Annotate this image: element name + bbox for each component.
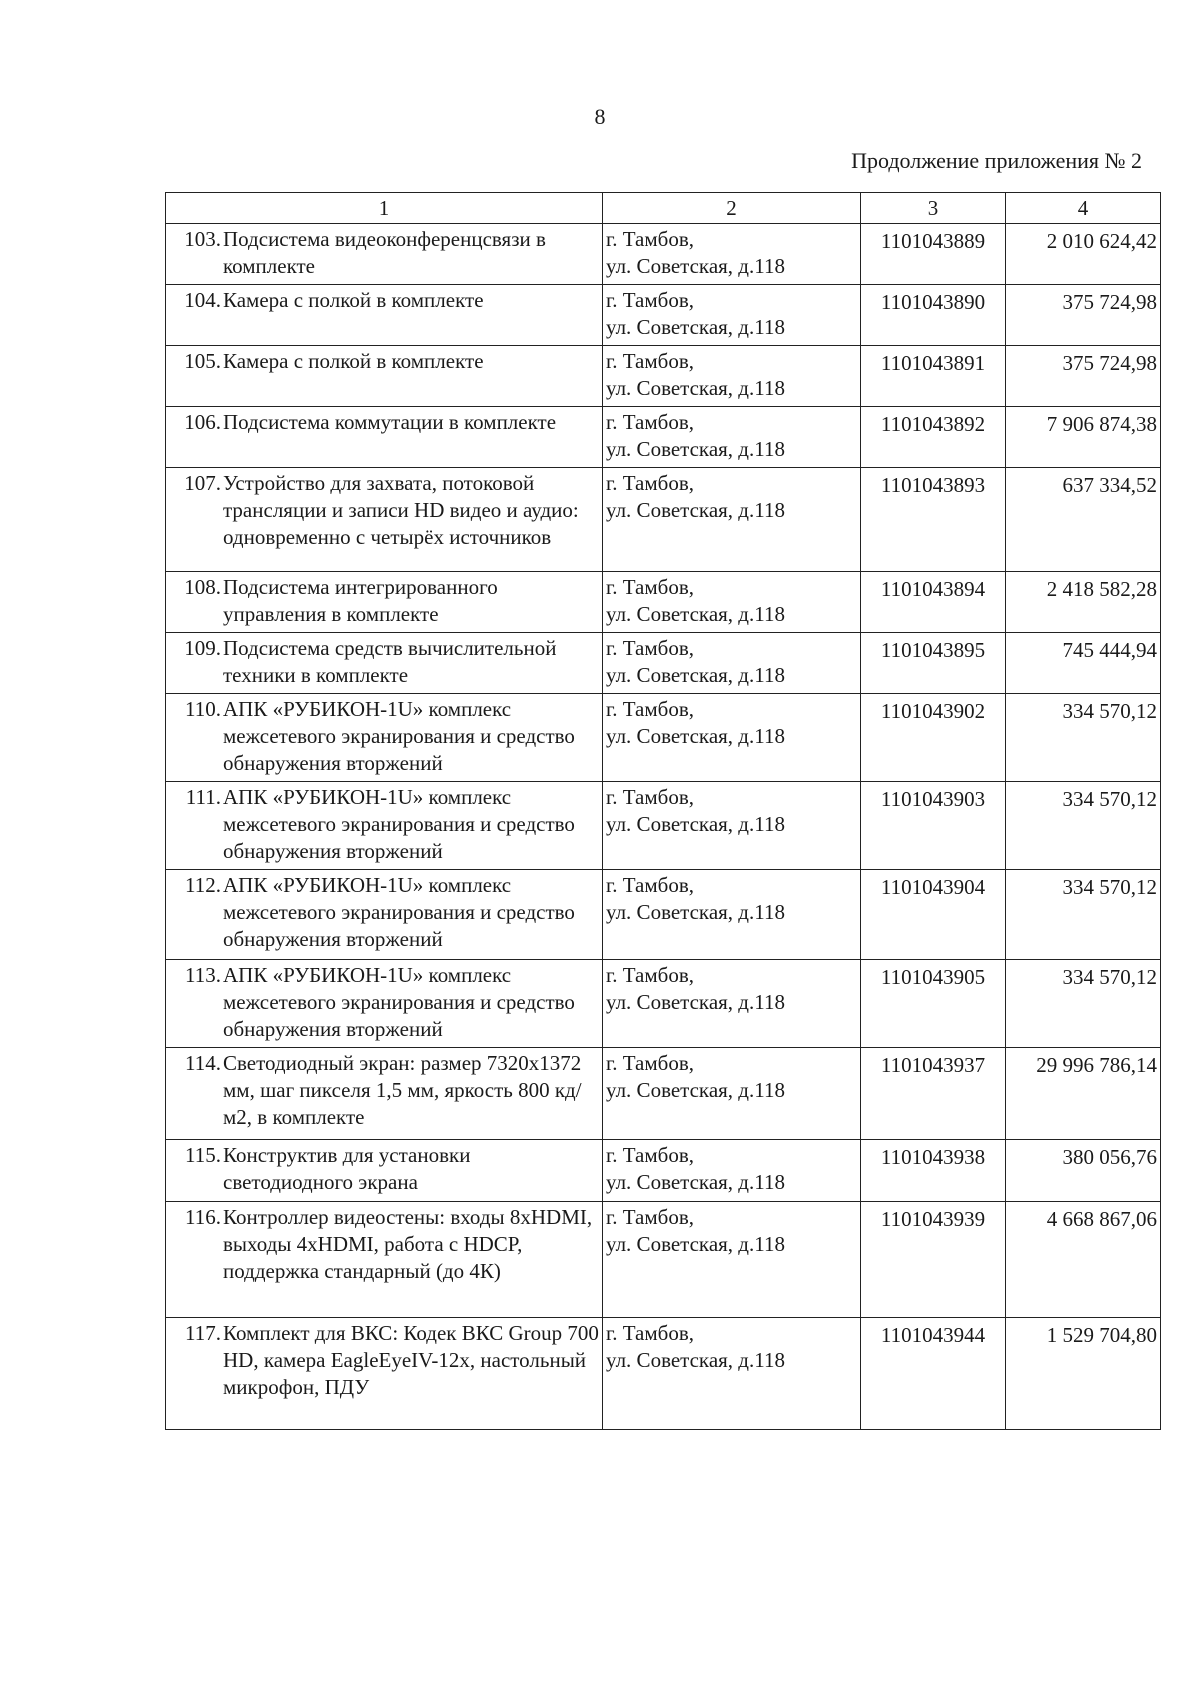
table-row (166, 285, 1161, 346)
address-street: ул. Советская, д.118 (606, 1348, 785, 1372)
table-header-row (166, 193, 1161, 224)
column-header-1: 1 (166, 193, 603, 224)
inventory-number-cell: 1101043904 (861, 870, 1006, 960)
item-number: 116. (185, 1205, 221, 1229)
table-row (166, 1318, 1161, 1430)
item-name: АПК «РУБИКОН-1U» комплекс межсетевого экранирования и средство обнаружения вторжений (223, 963, 575, 1041)
item-number: 110. (185, 697, 221, 721)
item-number: 115. (185, 1143, 221, 1167)
inventory-number-cell: 1101043939 (861, 1202, 1006, 1318)
address-street: ул. Советская, д.118 (606, 990, 785, 1014)
item-number: 112. (185, 873, 221, 897)
cost-cell: 4 668 867,06 (1006, 1202, 1161, 1318)
item-number: 108. (184, 575, 221, 599)
address-street: ул. Советская, д.118 (606, 437, 785, 461)
address-cell (603, 1202, 861, 1318)
table-row (166, 1048, 1161, 1140)
address-city: г. Тамбов, (606, 1205, 695, 1229)
item-name: Подсистема интегрированного управления в комплекте (223, 575, 498, 626)
cost-cell: 2 418 582,28 (1006, 572, 1161, 633)
address-cell (603, 346, 861, 407)
address-city: г. Тамбов, (606, 963, 695, 987)
inventory-number-cell: 1101043905 (861, 960, 1006, 1048)
inventory-number-cell: 1101043944 (861, 1318, 1006, 1430)
item-name: Подсистема средств вычислительной техники в комплекте (223, 636, 557, 687)
item-name-cell (166, 694, 603, 782)
table-row (166, 870, 1161, 960)
table-row (166, 224, 1161, 285)
inventory-number-cell: 1101043938 (861, 1140, 1006, 1202)
cost-cell: 7 906 874,38 (1006, 407, 1161, 468)
inventory-number-cell: 1101043894 (861, 572, 1006, 633)
address-cell (603, 468, 861, 572)
item-number: 114. (185, 1051, 221, 1075)
cost-cell: 375 724,98 (1006, 285, 1161, 346)
address-street: ул. Советская, д.118 (606, 1170, 785, 1194)
cost-cell: 334 570,12 (1006, 870, 1161, 960)
address-city: г. Тамбов, (606, 288, 695, 312)
cost-cell: 1 529 704,80 (1006, 1318, 1161, 1430)
address-city: г. Тамбов, (606, 1143, 695, 1167)
item-name: Комплект для ВКС: Кодек ВКС Group 700 HD, камера EagleEyeIV-12x, настольный микрофон, ПДУ (223, 1321, 599, 1399)
inventory-number-cell: 1101043902 (861, 694, 1006, 782)
item-number: 103. (184, 227, 221, 251)
table-row (166, 407, 1161, 468)
item-number: 109. (184, 636, 221, 660)
item-name-cell (166, 407, 603, 468)
address-cell (603, 285, 861, 346)
address-city: г. Тамбов, (606, 410, 695, 434)
address-city: г. Тамбов, (606, 349, 695, 373)
table-body (166, 224, 1161, 1430)
item-name-cell (166, 1202, 603, 1318)
address-street: ул. Советская, д.118 (606, 376, 785, 400)
item-name: Конструктив для установки светодиодного экрана (223, 1143, 471, 1194)
address-street: ул. Советская, д.118 (606, 663, 785, 687)
address-cell (603, 1048, 861, 1140)
address-city: г. Тамбов, (606, 1051, 695, 1075)
address-city: г. Тамбов, (606, 1321, 695, 1345)
table-row (166, 572, 1161, 633)
inventory-number-cell: 1101043895 (861, 633, 1006, 694)
table-row (166, 694, 1161, 782)
page-number: 8 (594, 104, 606, 129)
cost-cell: 375 724,98 (1006, 346, 1161, 407)
column-header-4: 4 (1006, 193, 1161, 224)
cost-cell: 380 056,76 (1006, 1140, 1161, 1202)
address-cell (603, 960, 861, 1048)
item-number: 113. (185, 963, 221, 987)
item-name-cell (166, 960, 603, 1048)
address-city: г. Тамбов, (606, 636, 695, 660)
address-street: ул. Советская, д.118 (606, 1078, 785, 1102)
inventory-number-cell: 1101043937 (861, 1048, 1006, 1140)
address-city: г. Тамбов, (606, 227, 695, 251)
address-cell (603, 633, 861, 694)
inventory-number-cell: 1101043893 (861, 468, 1006, 572)
address-city: г. Тамбов, (606, 471, 695, 495)
item-name: АПК «РУБИКОН-1U» комплекс межсетевого экранирования и средство обнаружения вторжений (223, 697, 575, 775)
column-header-3: 3 (861, 193, 1006, 224)
item-name: Устройство для захвата, потоковой трансляции и записи HD видео и аудио: одновременно с четырёх источников (223, 471, 579, 549)
cost-cell: 334 570,12 (1006, 694, 1161, 782)
item-name-cell (166, 633, 603, 694)
item-name: Камера с полкой в комплекте (223, 349, 484, 373)
address-cell (603, 694, 861, 782)
table-row (166, 468, 1161, 572)
table-row (166, 782, 1161, 870)
inventory-number-cell: 1101043891 (861, 346, 1006, 407)
address-street: ул. Советская, д.118 (606, 900, 785, 924)
cost-cell: 745 444,94 (1006, 633, 1161, 694)
address-cell (603, 572, 861, 633)
address-city: г. Тамбов, (606, 873, 695, 897)
address-street: ул. Советская, д.118 (606, 812, 785, 836)
item-name-cell (166, 346, 603, 407)
item-name: Подсистема видеоконференцсвязи в комплекте (223, 227, 546, 278)
inventory-number-cell: 1101043890 (861, 285, 1006, 346)
address-city: г. Тамбов, (606, 575, 695, 599)
address-street: ул. Советская, д.118 (606, 602, 785, 626)
address-cell (603, 782, 861, 870)
address-cell (603, 870, 861, 960)
item-name: Светодиодный экран: размер 7320х1372 мм, шаг пикселя 1,5 мм, яркость 800 кд/м2, в комплекте (223, 1051, 582, 1129)
address-cell (603, 1318, 861, 1430)
item-number: 104. (184, 288, 221, 312)
item-name-cell (166, 224, 603, 285)
item-name: АПК «РУБИКОН-1U» комплекс межсетевого экранирования и средство обнаружения вторжений (223, 785, 575, 863)
item-name-cell (166, 285, 603, 346)
property-registry-table (165, 192, 1161, 1430)
address-street: ул. Советская, д.118 (606, 315, 785, 339)
item-name-cell (166, 1048, 603, 1140)
item-name-cell (166, 782, 603, 870)
cost-cell: 334 570,12 (1006, 960, 1161, 1048)
item-name-cell (166, 870, 603, 960)
table-row (166, 633, 1161, 694)
inventory-number-cell: 1101043892 (861, 407, 1006, 468)
appendix-continuation-label: Продолжение приложения № 2 (851, 148, 1142, 173)
item-number: 117. (185, 1321, 221, 1345)
table-row (166, 1202, 1161, 1318)
table-row (166, 346, 1161, 407)
item-number: 111. (185, 785, 221, 809)
table-row (166, 960, 1161, 1048)
table-row (166, 1140, 1161, 1202)
item-name: АПК «РУБИКОН-1U» комплекс межсетевого экранирования и средство обнаружения вторжений (223, 873, 575, 951)
item-name-cell (166, 1140, 603, 1202)
address-street: ул. Советская, д.118 (606, 498, 785, 522)
address-city: г. Тамбов, (606, 697, 695, 721)
item-number: 105. (184, 349, 221, 373)
item-name-cell (166, 468, 603, 572)
item-number: 107. (184, 471, 221, 495)
cost-cell: 2 010 624,42 (1006, 224, 1161, 285)
inventory-number-cell: 1101043889 (861, 224, 1006, 285)
item-name-cell (166, 1318, 603, 1430)
address-street: ул. Советская, д.118 (606, 254, 785, 278)
address-street: ул. Советская, д.118 (606, 724, 785, 748)
address-cell (603, 1140, 861, 1202)
item-name: Камера с полкой в комплекте (223, 288, 484, 312)
address-cell (603, 407, 861, 468)
cost-cell: 334 570,12 (1006, 782, 1161, 870)
item-name-cell (166, 572, 603, 633)
column-header-2: 2 (603, 193, 861, 224)
cost-cell: 637 334,52 (1006, 468, 1161, 572)
address-street: ул. Советская, д.118 (606, 1232, 785, 1256)
address-cell (603, 224, 861, 285)
item-number: 106. (184, 410, 221, 434)
cost-cell: 29 996 786,14 (1006, 1048, 1161, 1140)
item-name: Подсистема коммутации в комплекте (223, 410, 557, 434)
address-city: г. Тамбов, (606, 785, 695, 809)
inventory-number-cell: 1101043903 (861, 782, 1006, 870)
item-name: Контроллер видеостены: входы 8xHDMI, выходы 4xHDMI, работа с HDCP, поддержка стандарный (до 4К) (223, 1205, 593, 1283)
